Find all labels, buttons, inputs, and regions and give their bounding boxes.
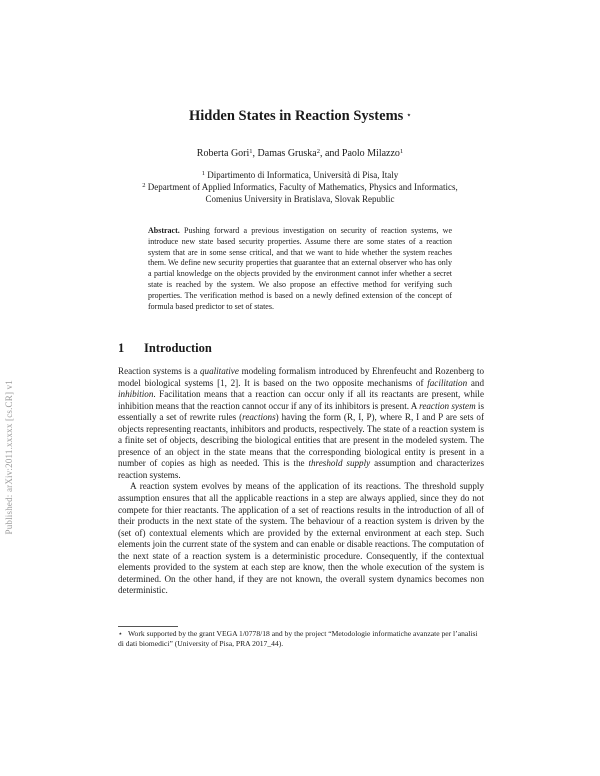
footnote-divider: [118, 626, 178, 627]
author-affil-sup: 1: [399, 148, 404, 155]
affiliation-text: Dipartimento di Informatica, Università di Pisa, Italy: [207, 170, 399, 180]
affiliation-sup: 1: [201, 170, 206, 177]
author-name: Roberta Gori: [196, 148, 250, 159]
body-text: [118, 366, 484, 597]
abstract-label: Abstract.: [148, 226, 180, 235]
author-name: and Paolo Milazzo: [324, 148, 400, 159]
affiliation-sup: 2: [142, 182, 146, 189]
section-heading: [118, 341, 212, 356]
paragraph-2: A reaction system evolves by means of the application of its reactions. The threshold supply assumption ensures that all the applicable reactions in a step are always applied, since they do not compete for thier reactants. The application of a set of reactions results in the introduction of all of their products in the next state of the system. The behaviour of a reaction system is driven by the (set of) contextual elements which are provided by the external environment at each step. Such elements join the current state of the system and can enable or disable reactions. The computation of the next state of a reaction system is a deterministic procedure. Consequently, if the contextual elements provided to the system at each step are know, then the whole execution of the system is determined. On the other hand, if they are not known, the overall system dynamics becomes non deterministic.: [118, 481, 484, 596]
affiliation-2: [0, 181, 600, 193]
abstract: [148, 226, 452, 312]
paragraph-1: Reaction systems is a qualitative modeling formalism introduced by Ehrenfeucht and Rozenberg to model biological systems [1, 2]. It is based on the two opposite mechanisms of facilitation and inhibition. Facilitation means that a reaction can occur only if all its reactants are present, while inhibition means that the reaction cannot occur if any of its inhibitors is present. A reaction system is essentially a set of rewrite rules (reactions) having the form (R, I, P), where R, I and P are sets of objects representing reactants, inhibitors and products, respectively. The state of a reaction system is a finite set of objects, describing the biological entities that are present in the modeled system. The presence of an object in the state means that the corresponding biological entity is present in a number of copies as high as needed. This is the threshold supply assumption and characterizes reaction systems.: [118, 366, 485, 480]
abstract-text: Pushing forward a previous investigation on security of reaction systems, we introduce new state based security properties. Assume there are some states of a reaction system that are in some sense critical, and that we want to hide whether the system reaches them. We define new security properties that guarantee that an external observer who has only a partial knowledge on the objects provided by the environment cannot infer whether a secret state is reached by the system. We also propose an effective method for verifying such properties. The verification method is based on a newly defined extension of the concept of formula based predictor to set of states.: [148, 226, 453, 311]
footnote-text: Work supported by the grant VEGA 1/0778/18 and by the project “Metodologie informatiche avanzate per l’analisi di dati biomedici” (University of Pisa, PRA 2017_44).: [118, 629, 478, 648]
paper-title: [0, 108, 600, 125]
author-affil-sup: 2: [316, 148, 320, 155]
affiliation-text: Department of Applied Informatics, Faculty of Mathematics, Physics and Informatics,: [147, 182, 458, 192]
arxiv-side-identifier: Published: arXiv:2011.xxxxx [cs.CR] v1: [4, 380, 14, 535]
affiliation-1: [0, 169, 600, 181]
footnote: [118, 629, 484, 649]
section-number: 1: [118, 341, 125, 355]
footnote-mark: ⋆: [118, 629, 123, 638]
affiliation-2-cont: [0, 193, 600, 205]
title-footnote-mark: ⋆: [406, 112, 411, 119]
author-list: Roberta Gori$^1$, Damas Gruska$^2$, and Paolo Milazzo$^1$: [196, 148, 404, 159]
author-name: Damas Gruska: [257, 148, 317, 159]
author-affil-sup: 1: [249, 148, 253, 155]
section-title-text: Introduction: [144, 341, 212, 355]
title-text: Hidden States in Reaction Systems: [189, 108, 404, 124]
affiliation-text: Comenius University in Bratislava, Slovak Republic: [205, 194, 395, 204]
